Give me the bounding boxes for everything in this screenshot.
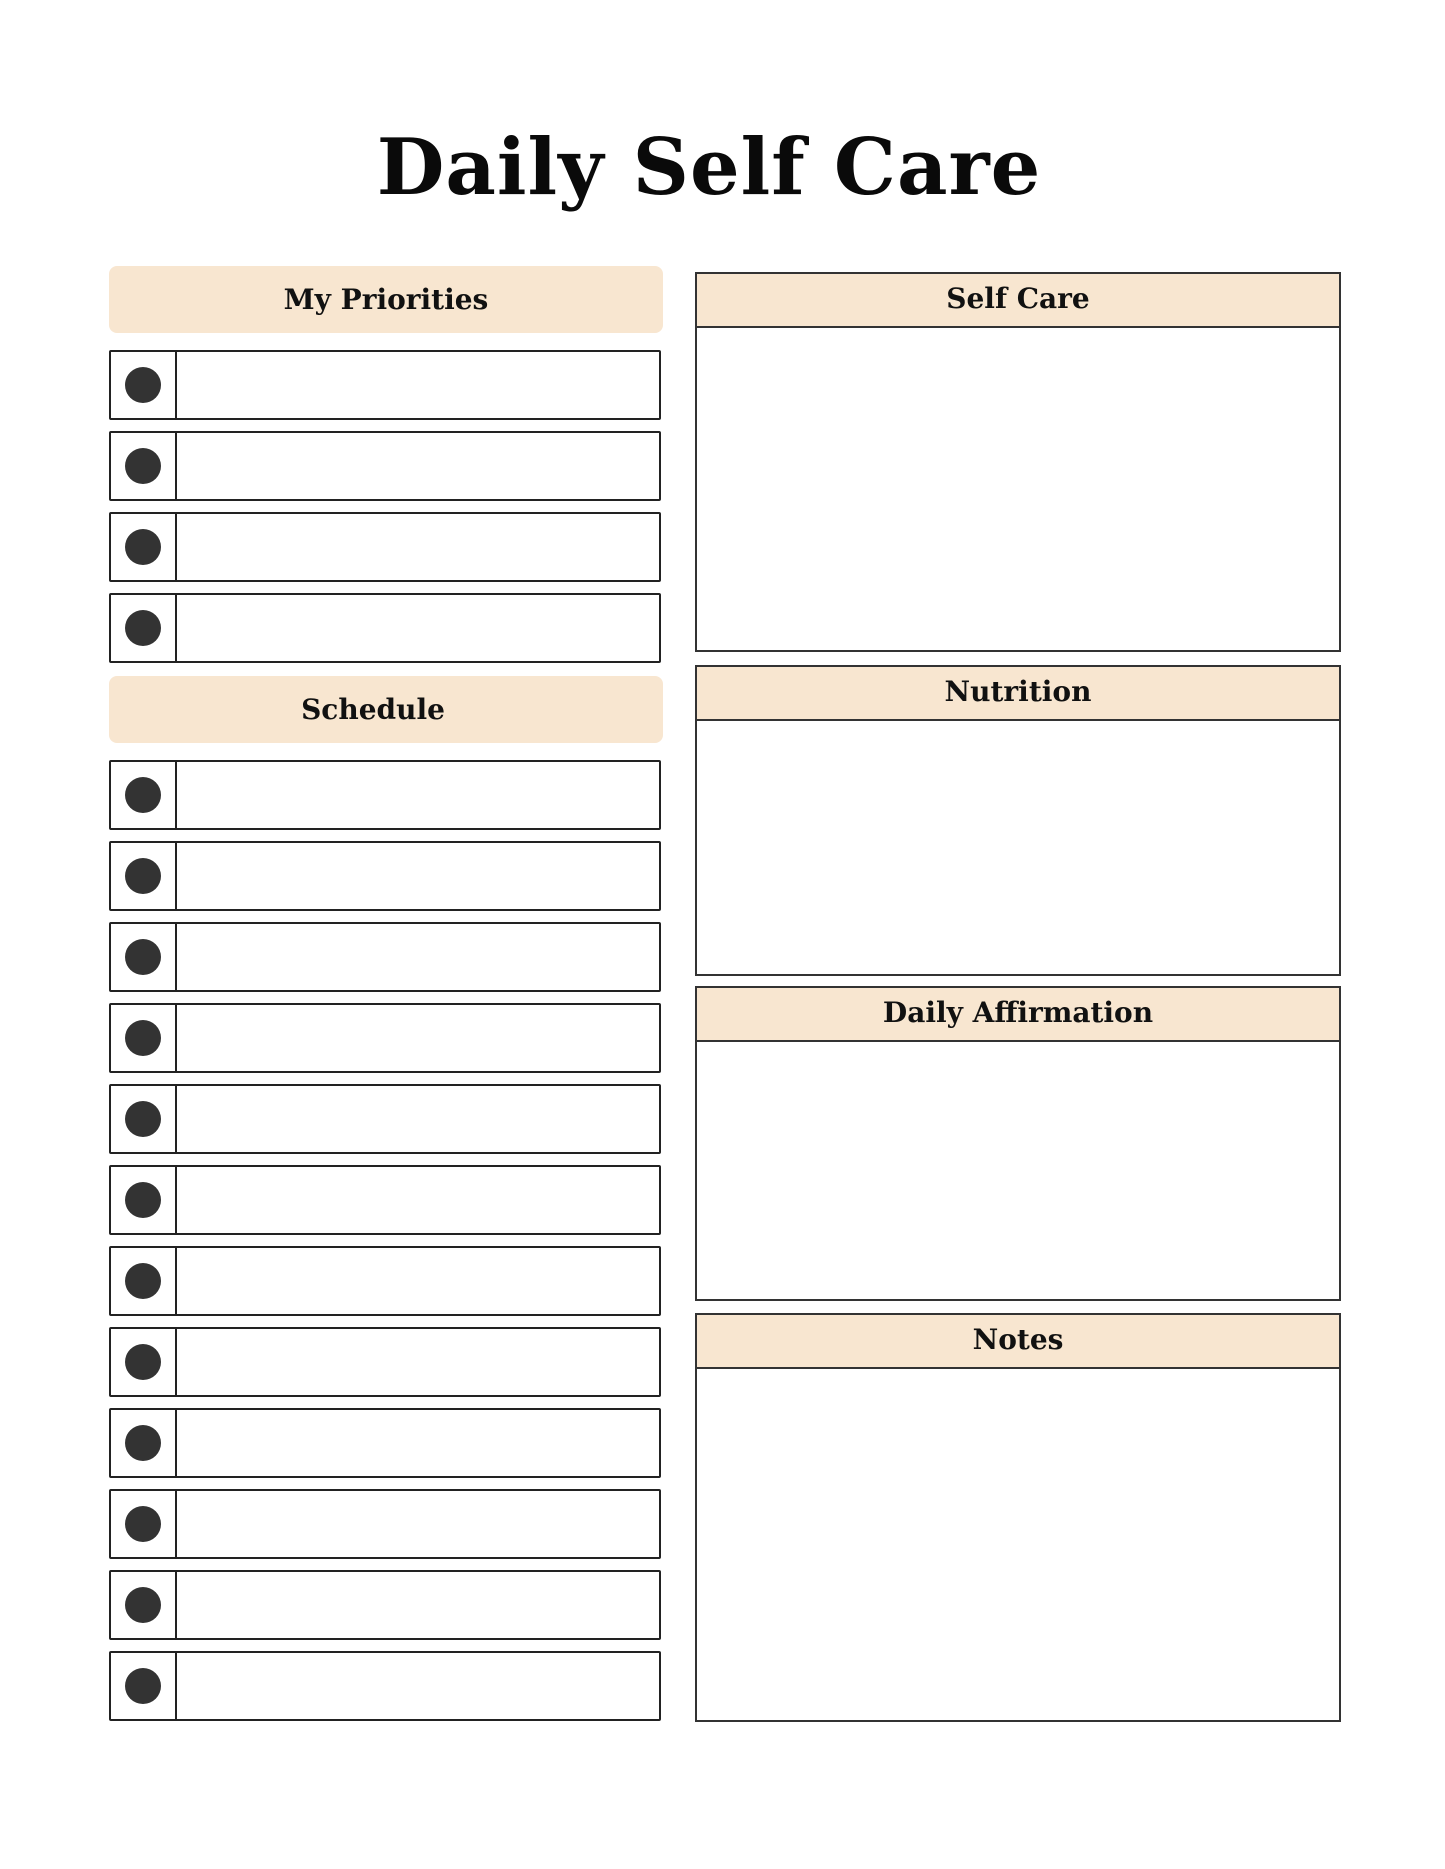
bullet-dot-icon (125, 1344, 161, 1380)
bullet-dot-icon (125, 1101, 161, 1137)
bullet-checkbox[interactable] (111, 843, 177, 909)
bullet-checkbox[interactable] (111, 1005, 177, 1071)
schedule-row[interactable] (109, 1489, 661, 1559)
schedule-entry-field[interactable] (177, 1572, 659, 1638)
bullet-dot-icon (125, 529, 161, 565)
schedule-entry-field[interactable] (177, 762, 659, 828)
nutrition-writing-area[interactable] (697, 721, 1339, 974)
schedule-row[interactable] (109, 922, 661, 992)
self-care-writing-area[interactable] (697, 328, 1339, 650)
bullet-dot-icon (125, 1263, 161, 1299)
bullet-checkbox[interactable] (111, 595, 177, 661)
schedule-row[interactable] (109, 1408, 661, 1478)
schedule-entry-field[interactable] (177, 1248, 659, 1314)
bullet-dot-icon (125, 1182, 161, 1218)
bullet-dot-icon (125, 1668, 161, 1704)
notes-panel (695, 1313, 1341, 1722)
schedule-entry-field[interactable] (177, 1653, 659, 1719)
schedule-entry-field[interactable] (177, 1329, 659, 1395)
bullet-checkbox[interactable] (111, 1248, 177, 1314)
bullet-dot-icon (125, 1587, 161, 1623)
bullet-checkbox[interactable] (111, 924, 177, 990)
bullet-dot-icon (125, 939, 161, 975)
bullet-dot-icon (125, 858, 161, 894)
notes-writing-area[interactable] (697, 1369, 1339, 1720)
bullet-dot-icon (125, 777, 161, 813)
schedule-header: Schedule (109, 676, 663, 743)
priority-entry-field[interactable] (177, 352, 659, 418)
bullet-checkbox[interactable] (111, 1491, 177, 1557)
priority-row[interactable] (109, 431, 661, 501)
bullet-checkbox[interactable] (111, 1329, 177, 1395)
bullet-dot-icon (125, 1506, 161, 1542)
priority-entry-field[interactable] (177, 595, 659, 661)
daily-affirmation-header: Daily Affirmation (697, 988, 1339, 1042)
bullet-checkbox[interactable] (111, 433, 177, 499)
bullet-checkbox[interactable] (111, 1572, 177, 1638)
priority-row[interactable] (109, 350, 661, 420)
self-care-header: Self Care (697, 274, 1339, 328)
schedule-entry-field[interactable] (177, 843, 659, 909)
schedule-row[interactable] (109, 1084, 661, 1154)
page-title: Daily Self Care (376, 122, 1042, 213)
schedule-entry-field[interactable] (177, 1491, 659, 1557)
priority-row[interactable] (109, 593, 661, 663)
schedule-row[interactable] (109, 760, 661, 830)
schedule-row[interactable] (109, 1651, 661, 1721)
bullet-checkbox[interactable] (111, 352, 177, 418)
bullet-dot-icon (125, 367, 161, 403)
bullet-dot-icon (125, 610, 161, 646)
bullet-checkbox[interactable] (111, 1167, 177, 1233)
priority-entry-field[interactable] (177, 514, 659, 580)
schedule-entry-field[interactable] (177, 1410, 659, 1476)
schedule-entry-field[interactable] (177, 924, 659, 990)
nutrition-panel (695, 665, 1341, 976)
bullet-checkbox[interactable] (111, 762, 177, 828)
priority-entry-field[interactable] (177, 433, 659, 499)
priority-row[interactable] (109, 512, 661, 582)
bullet-checkbox[interactable] (111, 1410, 177, 1476)
schedule-row[interactable] (109, 1165, 661, 1235)
schedule-entry-field[interactable] (177, 1005, 659, 1071)
schedule-entry-field[interactable] (177, 1167, 659, 1233)
schedule-row[interactable] (109, 1570, 661, 1640)
bullet-dot-icon (125, 1425, 161, 1461)
schedule-row[interactable] (109, 1003, 661, 1073)
nutrition-header: Nutrition (697, 667, 1339, 721)
bullet-dot-icon (125, 448, 161, 484)
self-care-panel (695, 272, 1341, 652)
daily-affirmation-writing-area[interactable] (697, 1042, 1339, 1299)
schedule-row[interactable] (109, 841, 661, 911)
notes-header: Notes (697, 1315, 1339, 1369)
schedule-entry-field[interactable] (177, 1086, 659, 1152)
bullet-checkbox[interactable] (111, 1086, 177, 1152)
priorities-header: My Priorities (109, 266, 663, 333)
schedule-row[interactable] (109, 1246, 661, 1316)
schedule-row[interactable] (109, 1327, 661, 1397)
daily-affirmation-panel (695, 986, 1341, 1301)
bullet-checkbox[interactable] (111, 514, 177, 580)
bullet-dot-icon (125, 1020, 161, 1056)
bullet-checkbox[interactable] (111, 1653, 177, 1719)
